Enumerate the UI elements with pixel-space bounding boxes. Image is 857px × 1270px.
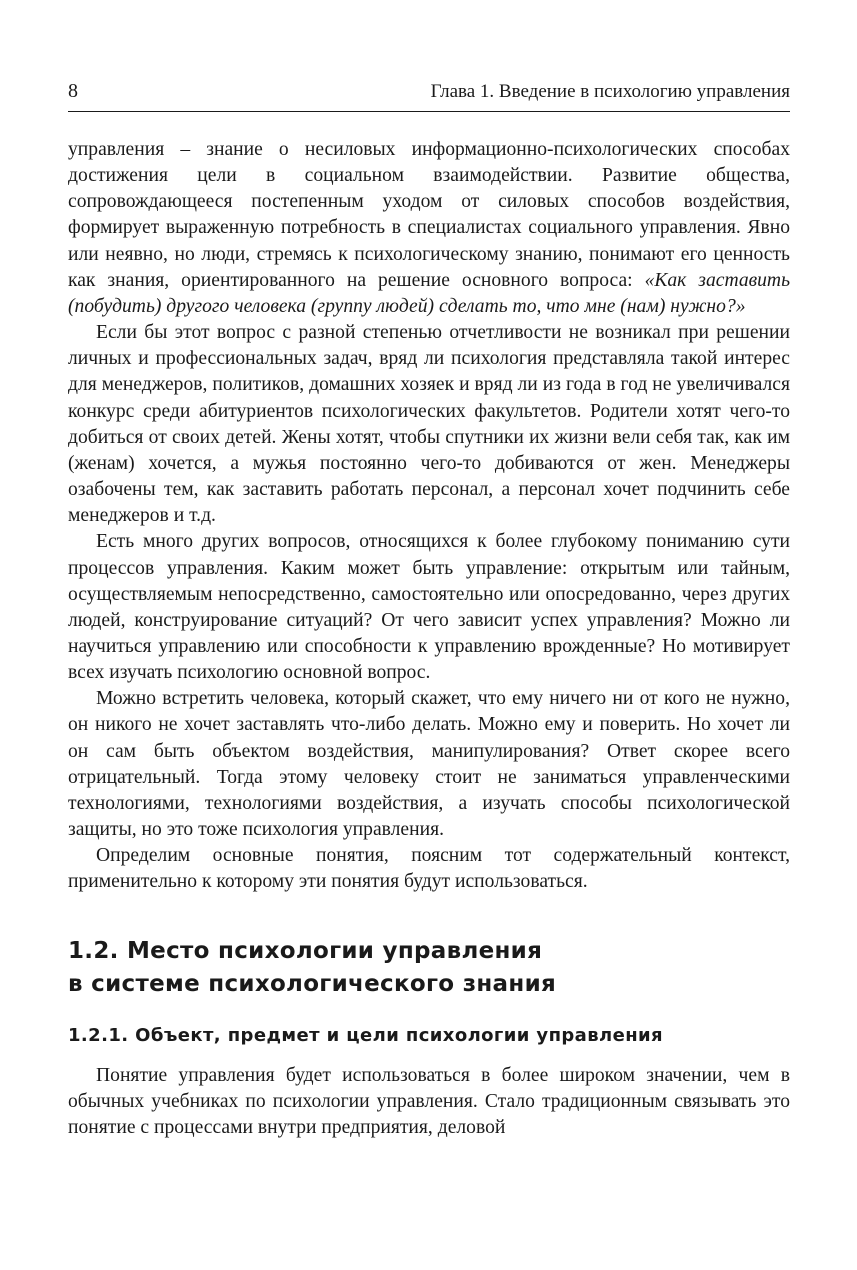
page-number: 8 bbox=[68, 80, 78, 102]
paragraph-3: Есть много других вопросов, относящихся к более глубокому пониманию сути процессов управления. Каким может быть управление: открытым или тайным, осуществляемым непосредственно, самостоятельно или опосредованно, через других людей, конструирование ситуаций? От чего зависит успех управления? Можно ли научиться управлению или способности к управлению врожденные? Но мотивирует всех изучать психологию основной вопрос. bbox=[68, 531, 790, 684]
section-heading bbox=[68, 935, 790, 1001]
body-text bbox=[68, 137, 790, 1141]
subsection-heading: 1.2.1. Объект, предмет и цели психологии управления bbox=[68, 1024, 664, 1046]
paragraph-5: Определим основные понятия, поясним тот содержательный контекст, применительно к которому эти понятия будут использоваться. bbox=[68, 845, 790, 893]
paragraph-1 bbox=[68, 137, 790, 320]
section-heading-line-1: 1.2. Место психологии управления bbox=[68, 937, 543, 964]
chapter-title: Глава 1. Введение в психологию управления bbox=[430, 81, 790, 102]
section-heading-line-2: в системе психологического знания bbox=[68, 970, 557, 997]
key-question-quote: «Как заставить (побудить) другого человека (группу людей) сделать то, что мне (нам) нужно?» bbox=[68, 269, 790, 317]
paragraph-4: Можно встретить человека, который скажет, что ему ничего ни от кого не нужно, он никого не хочет заставлять что-либо делать. Можно ему и поверить. Но хочет ли он сам быть объектом воздействия, манипулирования? Ответ скорее всего отрицательный. Тогда этому человеку стоит не заниматься управленческими технологиями, технологиями воздействия, а изучать способы психологической защиты, но это тоже психология управления. bbox=[68, 688, 790, 841]
book-page bbox=[68, 78, 790, 1141]
running-head bbox=[68, 78, 790, 112]
paragraph-6: Понятие управления будет использоваться в более широком значении, чем в обычных учебниках по психологии управления. Стало традиционным связывать это понятие с процессами внутри предприятия, деловой bbox=[68, 1064, 790, 1138]
paragraph-1-text: управления – знание о несиловых информационно-психологических способах достижения цели в социальном взаимодействии. Развитие общества, сопровождающееся постепенным уходом от силовых способов воздействия, формирует выраженную потребность в специалистах социального управления. Явно или неявно, но люди, стремясь к психологическому знанию, понимают его ценность как знания, ориентированного на решение основного вопроса: bbox=[68, 139, 790, 291]
paragraph-2: Если бы этот вопрос с разной степенью отчетливости не возникал при решении личных и профессиональных задач, вряд ли психология представляла такой интерес для менеджеров, политиков, домашних хозяек и вряд ли из года в год не увеличивался конкурс среди абитуриентов психологических факультетов. Родители хотят чего-то добиться от своих детей. Жены хотят, чтобы спутники их жизни вели себя так, как им (женам) хочется, а мужья постоянно чего-то добиваются от жен. Менеджеры озабочены тем, как заставить работать персонал, а персонал хочет подчинить себе менеджеров и т.д. bbox=[68, 322, 790, 527]
